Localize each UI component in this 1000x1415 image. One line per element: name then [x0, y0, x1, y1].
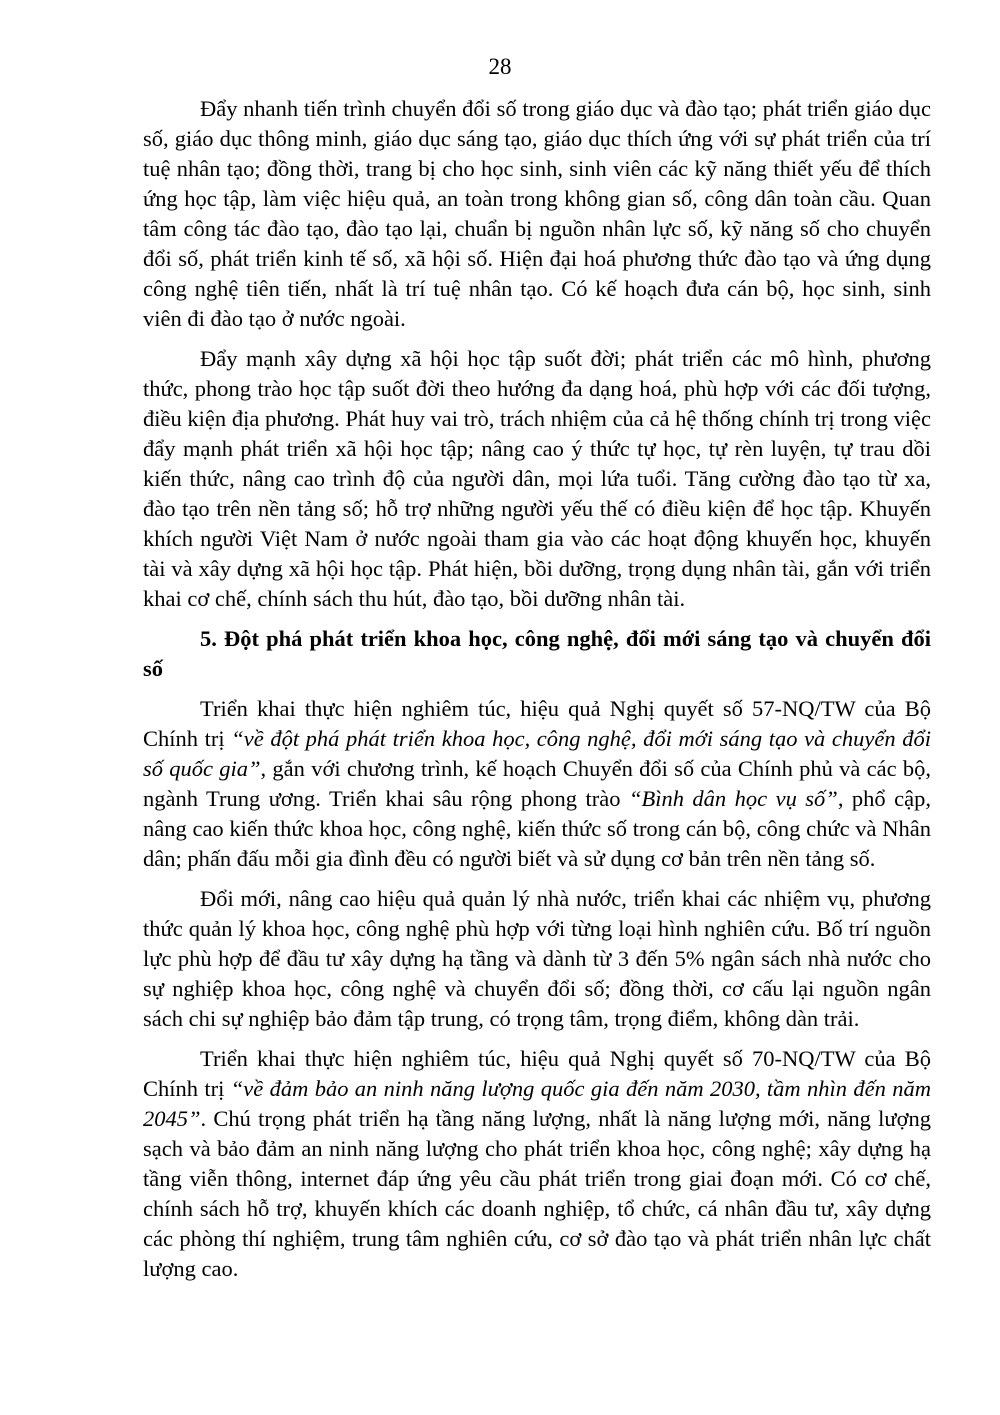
- body-paragraph: [143, 344, 931, 614]
- page-number: 28: [488, 54, 512, 79]
- text-run-italic: “về đảm bảo an ninh năng lượng quốc gia đến năm 2030, tầm nhìn đến năm 2045”: [143, 1076, 931, 1131]
- body-paragraph: [143, 884, 931, 1034]
- document-content: [143, 94, 931, 1284]
- body-paragraph: [143, 694, 931, 874]
- text-run-normal: , phổ cập, nâng cao kiến thức khoa học, công nghệ, kiến thức số trong cán bộ, công chức và Nhân dân; phấn đấu mỗi gia đình đều có người biết và sử dụng cơ bản trên nền tảng số.: [143, 786, 931, 871]
- text-run-normal: , gắn với chương trình, kế hoạch Chuyển đổi số của Chính phủ và các bộ, ngành Trung ương. Triển khai sâu rộng phong trào: [143, 756, 931, 811]
- text-run-normal: Đẩy mạnh xây dựng xã hội học tập suốt đời; phát triển các mô hình, phương thức, phong trào học tập suốt đời theo hướng đa dạng hoá, phù hợp với các đối tượng, điều kiện địa phương. Phát huy vai trò, trách nhiệm của cả hệ thống chính trị trong việc đẩy mạnh phát triển xã hội học tập; nâng cao ý thức tự học, tự rèn luyện, tự trau dồi kiến thức, nâng cao trình độ của người dân, mọi lứa tuổi. Tăng cường đào tạo từ xa, đào tạo trên nền tảng số; hỗ trợ những người yếu thế có điều kiện để học tập. Khuyến khích người Việt Nam ở nước ngoài tham gia vào các hoạt động khuyến học, khuyến tài và xây dựng xã hội học tập. Phát hiện, bồi dưỡng, trọng dụng nhân tài, gắn với triển khai cơ chế, chính sách thu hút, đào tạo, bồi dưỡng nhân tài.: [143, 346, 931, 611]
- text-run-normal: Đổi mới, nâng cao hiệu quả quản lý nhà nước, triển khai các nhiệm vụ, phương thức quản lý khoa học, công nghệ phù hợp với từng loại hình nghiên cứu. Bố trí nguồn lực phù hợp để đầu tư xây dựng hạ tầng và dành từ 3 đến 5% ngân sách nhà nước cho sự nghiệp khoa học, công nghệ và chuyển đổi số; đồng thời, cơ cấu lại nguồn ngân sách chi sự nghiệp bảo đảm tập trung, có trọng tâm, trọng điểm, không dàn trải.: [143, 886, 931, 1031]
- text-run-italic: “về đột phá phát triển khoa học, công nghệ, đổi mới sáng tạo và chuyển đổi số quốc gia”: [143, 726, 931, 781]
- text-run-normal: . Chú trọng phát triển hạ tầng năng lượng, nhất là năng lượng mới, năng lượng sạch và bảo đảm an ninh năng lượng cho phát triển khoa học, công nghệ; xây dựng hạ tầng viễn thông, internet đáp ứng yêu cầu phát triển trong giai đoạn mới. Có cơ chế, chính sách hỗ trợ, khuyến khích các doanh nghiệp, tổ chức, cá nhân đầu tư, xây dựng các phòng thí nghiệm, trung tâm nghiên cứu, cơ sở đào tạo và phát triển nhân lực chất lượng cao.: [143, 1106, 931, 1281]
- text-run-normal: Triển khai thực hiện nghiêm túc, hiệu quả Nghị quyết số 70-NQ/TW của Bộ Chính trị: [143, 1046, 931, 1101]
- text-run-normal: Triển khai thực hiện nghiêm túc, hiệu quả Nghị quyết số 57-NQ/TW của Bộ Chính trị: [143, 696, 931, 751]
- text-run-bold: 5. Đột phá phát triển khoa học, công nghệ, đổi mới sáng tạo và chuyển đổi số: [143, 626, 931, 681]
- body-paragraph: [143, 1044, 931, 1284]
- text-run-normal: Đẩy nhanh tiến trình chuyển đổi số trong giáo dục và đào tạo; phát triển giáo dục số, giáo dục thông minh, giáo dục sáng tạo, giáo dục thích ứng với sự phát triển của trí tuệ nhân tạo; đồng thời, trang bị cho học sinh, sinh viên các kỹ năng thiết yếu để thích ứng học tập, làm việc hiệu quả, an toàn trong không gian số, công dân toàn cầu. Quan tâm công tác đào tạo, đào tạo lại, chuẩn bị nguồn nhân lực số, kỹ năng số cho chuyển đổi số, phát triển kinh tế số, xã hội số. Hiện đại hoá phương thức đào tạo và ứng dụng công nghệ tiên tiến, nhất là trí tuệ nhân tạo. Có kế hoạch đưa cán bộ, học sinh, sinh viên đi đào tạo ở nước ngoài.: [143, 96, 931, 331]
- body-paragraph: [143, 94, 931, 334]
- text-run-italic: “Bình dân học vụ số”: [628, 786, 838, 811]
- section-heading: [143, 624, 931, 684]
